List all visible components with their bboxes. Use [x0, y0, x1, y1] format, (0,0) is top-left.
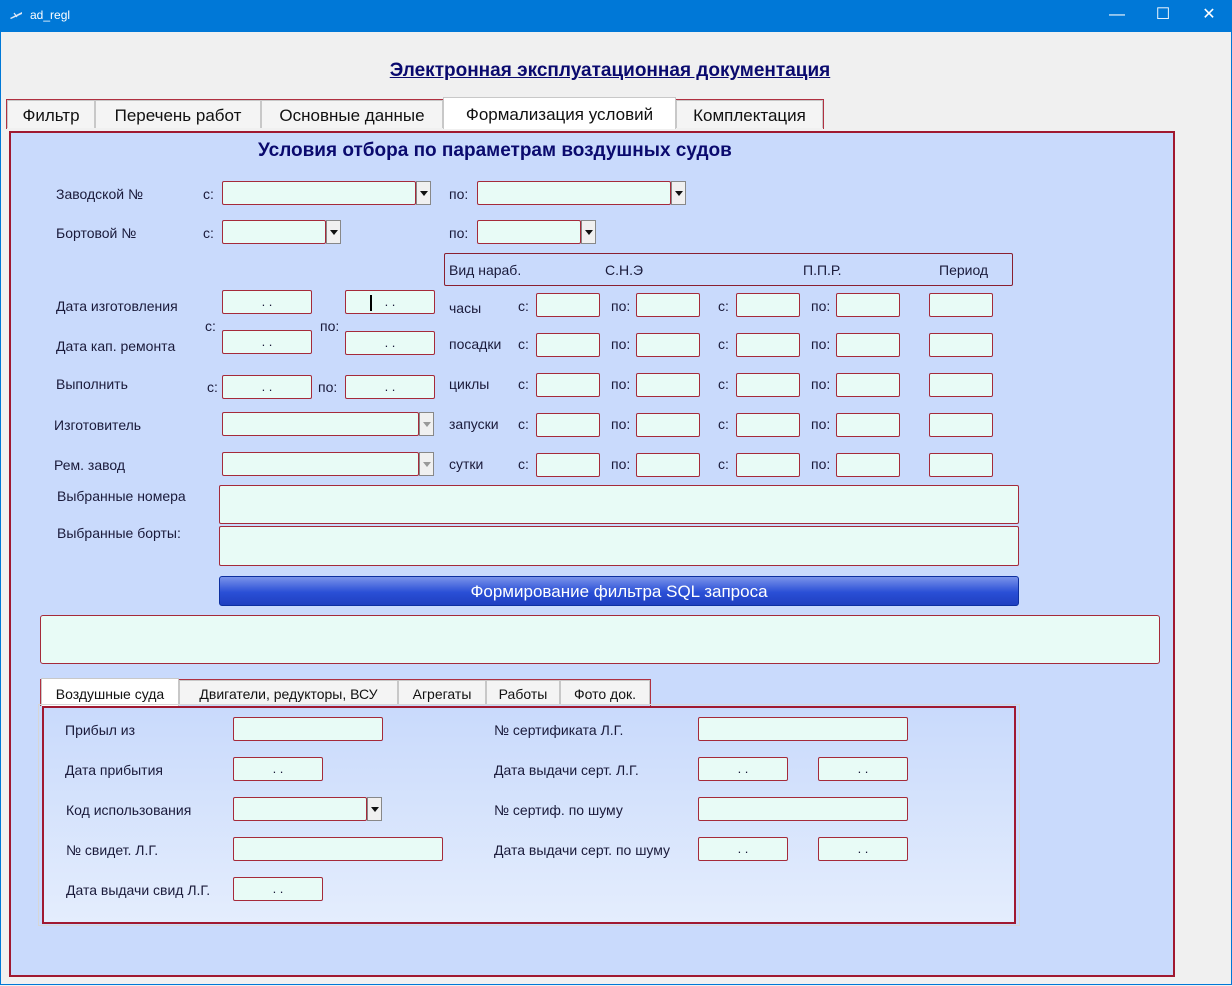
- row-days-label: сутки: [449, 456, 484, 472]
- date-repair-label: Дата кап. ремонта: [56, 338, 176, 354]
- cert-no-lg-field[interactable]: [233, 837, 443, 861]
- days-sne-to-field[interactable]: [636, 453, 700, 477]
- from-label: с:: [518, 336, 529, 352]
- cycles-sne-to-field[interactable]: [636, 373, 700, 397]
- header-ppr: П.П.Р.: [803, 262, 842, 278]
- selected-numbers-field[interactable]: [219, 485, 1019, 524]
- cert-issue-date-lg-from-field[interactable]: . .: [698, 757, 788, 781]
- header-period: Период: [939, 262, 989, 278]
- perform-label: Выполнить: [56, 376, 128, 392]
- selected-numbers-label: Выбранные номера: [57, 488, 186, 504]
- noise-cert-no-field[interactable]: [698, 797, 908, 821]
- landings-ppr-to-field[interactable]: [836, 333, 900, 357]
- factory-no-from-combo[interactable]: [222, 181, 416, 205]
- landings-period-field[interactable]: [929, 333, 993, 357]
- to-label: по:: [611, 456, 631, 472]
- from-label: с:: [203, 186, 214, 202]
- selected-boards-field[interactable]: [219, 526, 1019, 566]
- certificate-no-field[interactable]: [698, 717, 908, 741]
- repair-plant-label: Рем. завод: [54, 457, 126, 473]
- build-sql-filter-button[interactable]: Формирование фильтра SQL запроса: [219, 576, 1019, 606]
- tab-filter[interactable]: Фильтр: [7, 100, 95, 128]
- to-label: по:: [811, 376, 831, 392]
- arrived-from-field[interactable]: [233, 717, 383, 741]
- to-label: по:: [318, 379, 338, 395]
- from-label: с:: [518, 376, 529, 392]
- factory-no-to-combo[interactable]: [477, 181, 671, 205]
- chevron-down-icon[interactable]: [419, 452, 434, 476]
- tab-works-list[interactable]: Перечень работ: [95, 100, 261, 128]
- cert-issue-date-field[interactable]: . .: [233, 877, 323, 901]
- subtab-works[interactable]: Работы: [486, 680, 560, 705]
- to-label: по:: [449, 225, 469, 241]
- arrival-date-field[interactable]: . .: [233, 757, 323, 781]
- chevron-down-icon[interactable]: [367, 797, 382, 821]
- text-cursor: [370, 295, 372, 311]
- board-no-to-combo[interactable]: [477, 220, 581, 244]
- date-repair-to-field[interactable]: . .: [345, 331, 435, 355]
- starts-ppr-from-field[interactable]: [736, 413, 800, 437]
- cycles-ppr-from-field[interactable]: [736, 373, 800, 397]
- cert-no-lg-label: № свидет. Л.Г.: [66, 842, 159, 858]
- starts-sne-from-field[interactable]: [536, 413, 600, 437]
- hours-sne-from-field[interactable]: [536, 293, 600, 317]
- cycles-ppr-to-field[interactable]: [836, 373, 900, 397]
- arrival-date-label: Дата прибытия: [65, 762, 163, 778]
- hours-period-field[interactable]: [929, 293, 993, 317]
- chevron-down-icon[interactable]: [581, 220, 596, 244]
- days-ppr-from-field[interactable]: [736, 453, 800, 477]
- header-sne: С.Н.Э: [605, 262, 644, 278]
- title-bar: [0, 0, 1232, 32]
- row-cycles-label: циклы: [449, 376, 490, 392]
- section-title: Условия отбора по параметрам воздушных судов: [258, 140, 732, 161]
- to-label: по:: [611, 416, 631, 432]
- noise-cert-date-to-field[interactable]: . .: [818, 837, 908, 861]
- operating-header-box: [444, 253, 1013, 286]
- chevron-down-icon[interactable]: [416, 181, 431, 205]
- perform-to-field[interactable]: . .: [345, 375, 435, 399]
- hours-ppr-from-field[interactable]: [736, 293, 800, 317]
- row-starts-label: запуски: [449, 416, 499, 432]
- from-label: с:: [205, 318, 216, 334]
- to-label: по:: [611, 376, 631, 392]
- arrived-from-label: Прибыл из: [65, 722, 136, 738]
- window-title: ad_regl: [30, 8, 71, 22]
- noise-cert-no-label: № сертиф. по шуму: [494, 802, 623, 818]
- factory-no-label: Заводской №: [56, 186, 143, 202]
- landings-sne-to-field[interactable]: [636, 333, 700, 357]
- to-label: по:: [811, 416, 831, 432]
- main-title: Электронная эксплуатационная документация: [389, 60, 831, 81]
- cycles-sne-from-field[interactable]: [536, 373, 600, 397]
- date-made-label: Дата изготовления: [56, 298, 178, 314]
- tab-main-data[interactable]: Основные данные: [261, 100, 443, 128]
- to-label: по:: [811, 336, 831, 352]
- from-label: с:: [718, 376, 729, 392]
- header-kind: Вид нараб.: [449, 262, 522, 278]
- cert-issue-date-lg-to-field[interactable]: . .: [818, 757, 908, 781]
- starts-period-field[interactable]: [929, 413, 993, 437]
- row-landings-label: посадки: [449, 336, 502, 352]
- to-label: по:: [320, 318, 340, 334]
- minimize-button[interactable]: —: [1109, 6, 1125, 23]
- starts-ppr-to-field[interactable]: [836, 413, 900, 437]
- to-label: по:: [811, 298, 831, 314]
- to-label: по:: [449, 186, 469, 202]
- chevron-down-icon[interactable]: [419, 412, 434, 436]
- manufacturer-label: Изготовитель: [54, 417, 142, 433]
- row-hours-label: часы: [449, 300, 482, 316]
- sql-filter-output[interactable]: [40, 615, 1160, 664]
- perform-from-field[interactable]: . .: [222, 375, 312, 399]
- to-label: по:: [611, 336, 631, 352]
- chevron-down-icon[interactable]: [671, 181, 686, 205]
- from-label: с:: [518, 298, 529, 314]
- board-no-label: Бортовой №: [56, 225, 137, 241]
- days-sne-from-field[interactable]: [536, 453, 600, 477]
- hours-sne-to-field[interactable]: [636, 293, 700, 317]
- from-label: с:: [518, 416, 529, 432]
- subtab-engines[interactable]: Двигатели, редукторы, ВСУ: [179, 680, 398, 705]
- hours-ppr-to-field[interactable]: [836, 293, 900, 317]
- from-label: с:: [203, 225, 214, 241]
- days-period-field[interactable]: [929, 453, 993, 477]
- from-label: с:: [718, 416, 729, 432]
- close-button[interactable]: ✕: [1202, 6, 1216, 23]
- date-made-from-field[interactable]: . .: [222, 290, 312, 314]
- noise-cert-date-from-field[interactable]: . .: [698, 837, 788, 861]
- from-label: с:: [207, 379, 218, 395]
- days-ppr-to-field[interactable]: [836, 453, 900, 477]
- subtab-aircraft[interactable]: Воздушные суда: [41, 678, 179, 706]
- usage-code-label: Код использования: [66, 802, 192, 818]
- selected-boards-label: Выбранные борты:: [57, 525, 181, 541]
- chevron-down-icon[interactable]: [326, 220, 341, 244]
- date-repair-from-field[interactable]: . .: [222, 330, 312, 354]
- to-label: по:: [811, 456, 831, 472]
- subtab-units[interactable]: Агрегаты: [398, 680, 486, 705]
- landings-sne-from-field[interactable]: [536, 333, 600, 357]
- usage-code-combo[interactable]: [233, 797, 367, 821]
- noise-cert-date-label: Дата выдачи серт. по шуму: [494, 842, 671, 858]
- cert-issue-date-lg-label: Дата выдачи серт. Л.Г.: [494, 762, 639, 778]
- certificate-no-label: № сертификата Л.Г.: [494, 722, 624, 738]
- from-label: с:: [718, 456, 729, 472]
- tab-conditions[interactable]: Формализация условий: [443, 97, 676, 129]
- maximize-button[interactable]: ☐: [1155, 6, 1171, 23]
- landings-ppr-from-field[interactable]: [736, 333, 800, 357]
- subtab-photo-docs[interactable]: Фото док.: [560, 680, 650, 705]
- from-label: с:: [518, 456, 529, 472]
- cert-issue-date-label: Дата выдачи свид Л.Г.: [66, 882, 211, 898]
- to-label: по:: [611, 298, 631, 314]
- tab-equipment[interactable]: Комплектация: [676, 100, 823, 128]
- repair-plant-combo[interactable]: [222, 452, 419, 476]
- starts-sne-to-field[interactable]: [636, 413, 700, 437]
- date-made-to-field[interactable]: . .: [345, 290, 435, 314]
- from-label: с:: [718, 298, 729, 314]
- from-label: с:: [718, 336, 729, 352]
- manufacturer-combo[interactable]: [222, 412, 419, 436]
- app-icon: [9, 9, 23, 21]
- cycles-period-field[interactable]: [929, 373, 993, 397]
- board-no-from-combo[interactable]: [222, 220, 326, 244]
